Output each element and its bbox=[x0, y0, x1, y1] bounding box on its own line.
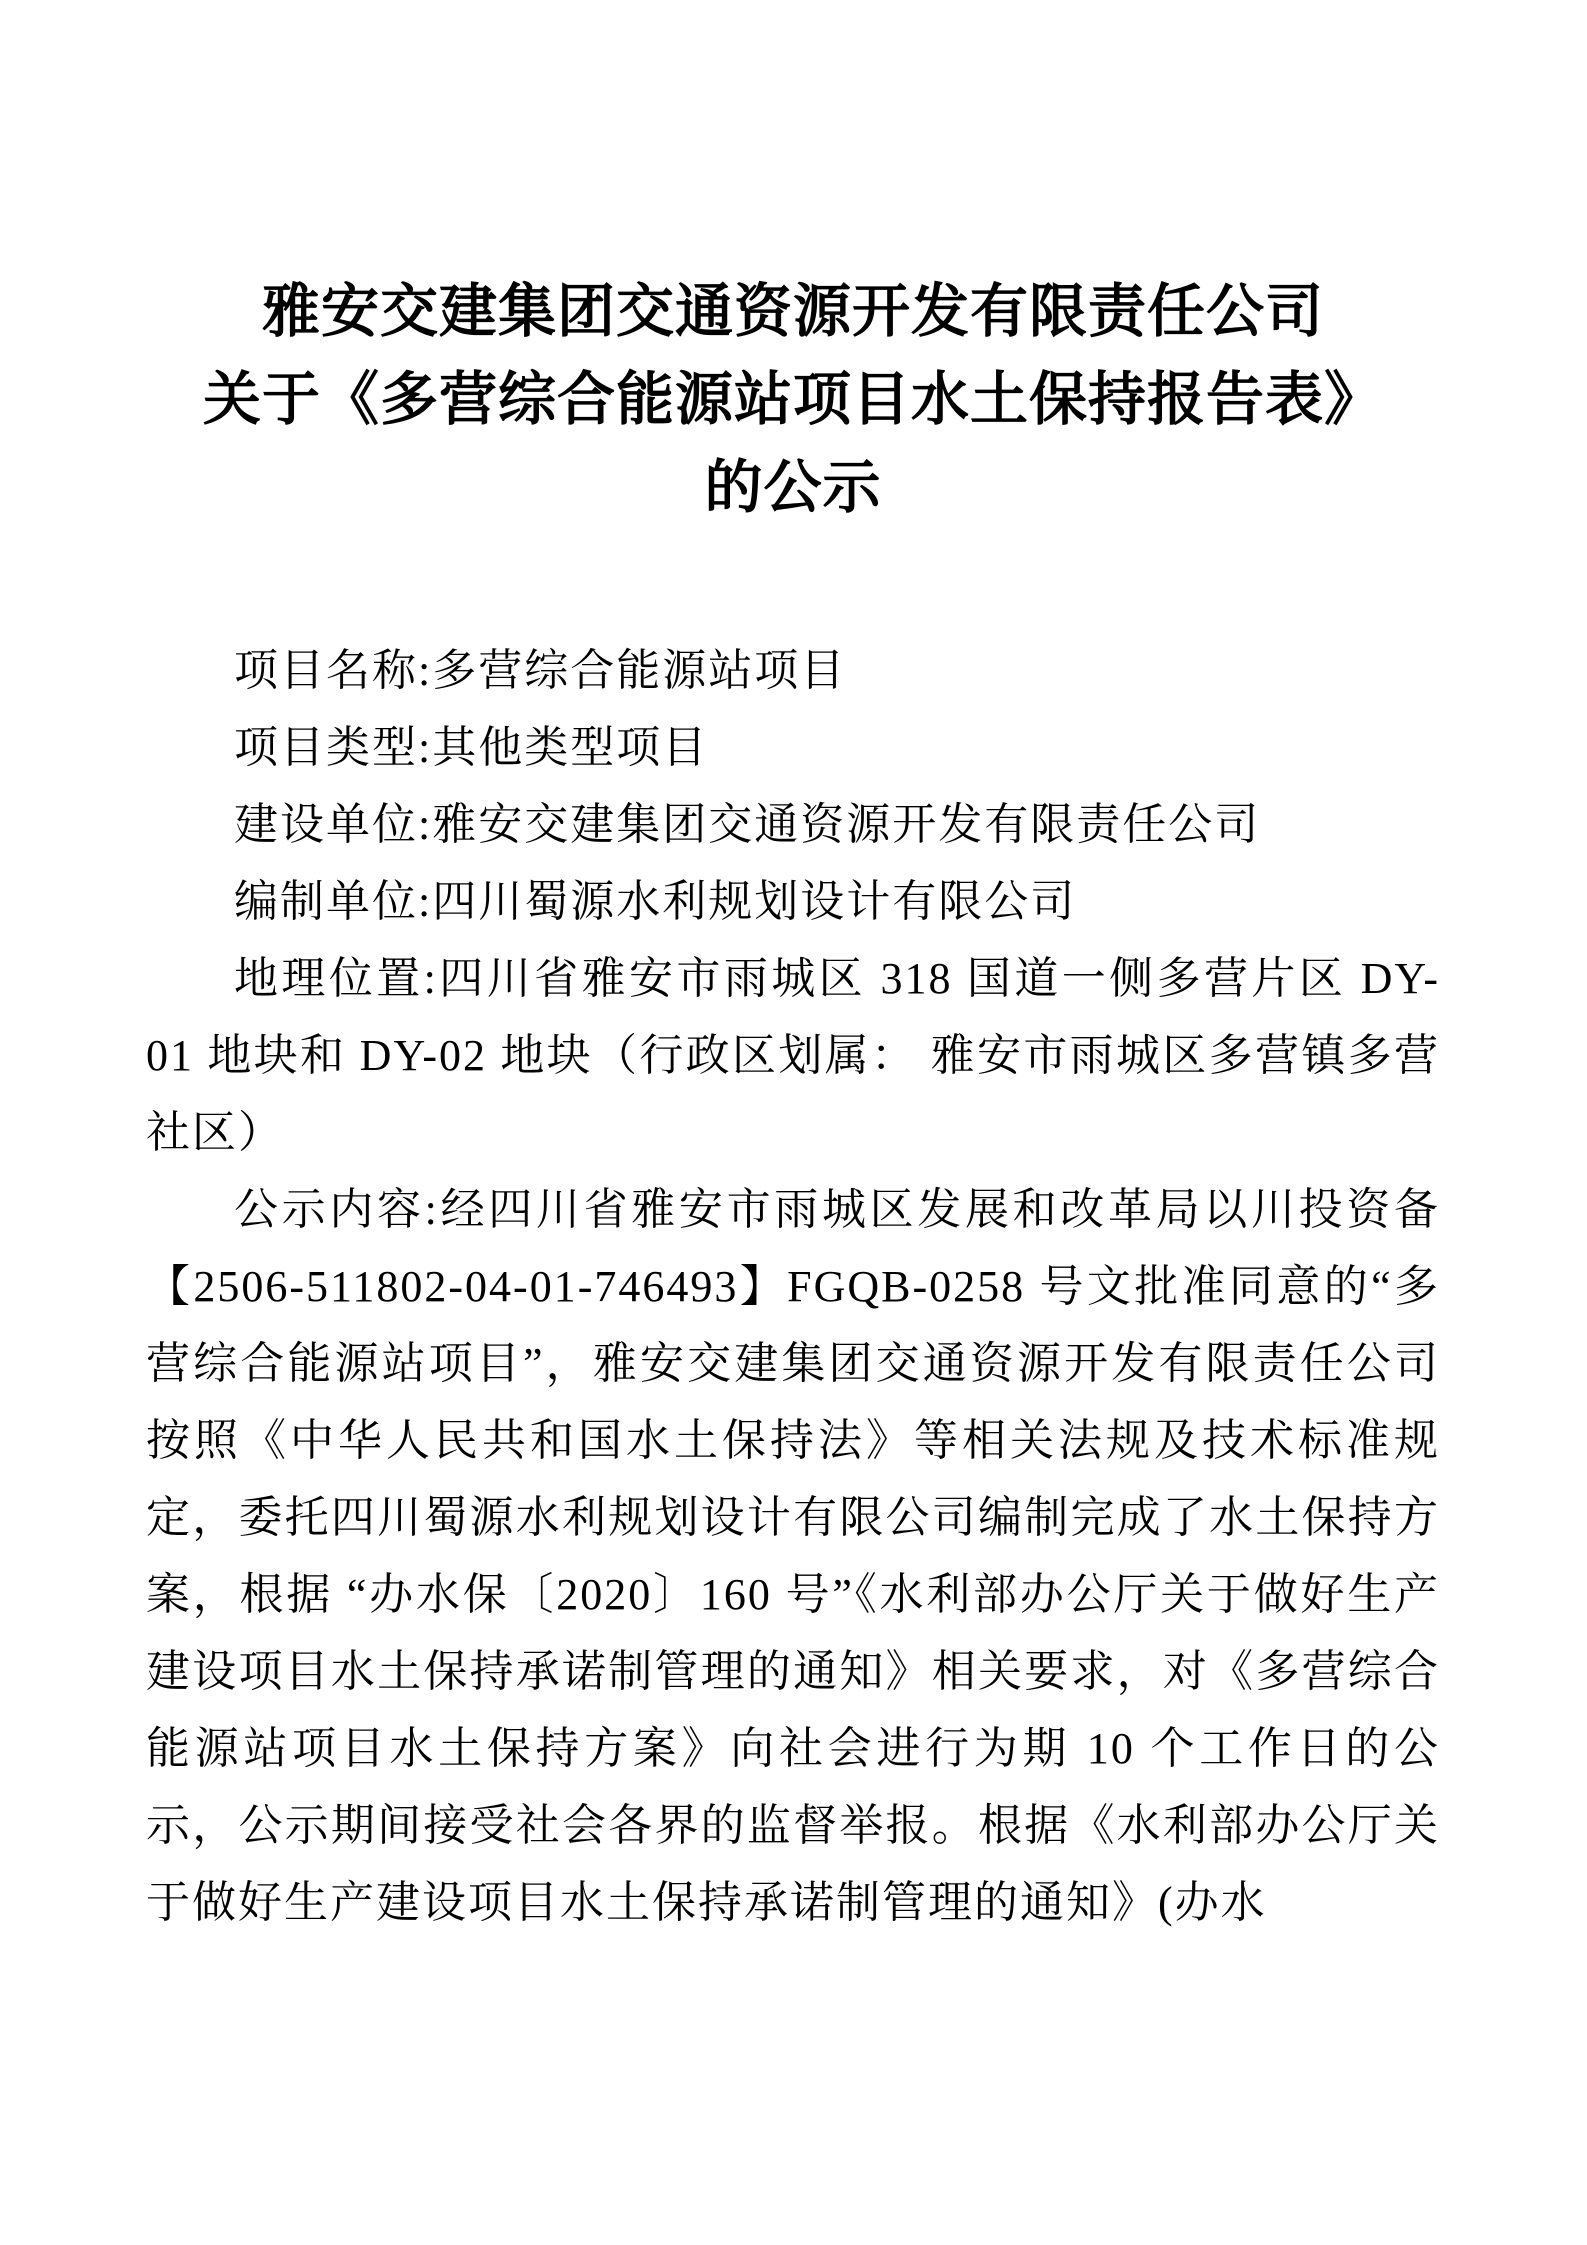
paragraph-announcement-content: 公示内容:经四川省雅安市雨城区发展和改革局以川投资备【2506-511802-04-01-746493】FGQB-0258 号文批准同意的“多营综合能源站项目”，雅安交建集团交通资源开发有限责任公司按照《中华人民共和国水土保持法》等相关法规及技术标准规定，委托四川蜀源水利规划设计有限公司编制完成了水土保持方案，根据 “办水保〔2020〕160 号”《水利部办公厅关于做好生产建设项目水土保持承诺制管理的通知》相关要求，对《多营综合能源站项目水土保持方案》向社会进行为期 10 个工作日的公示，公示期间接受社会各界的监督举报。根据《水利部办公厅关于做好生产建设项目水土保持承诺制管理的通知》(办水 bbox=[146, 1185, 1440, 1927]
document-title bbox=[146, 268, 1440, 532]
document-body bbox=[146, 632, 1440, 1941]
paragraph-project-name: 项目名称:多营综合能源站项目 bbox=[234, 646, 847, 695]
paragraph-construction-unit: 建设单位:雅安交建集团交通资源开发有限责任公司 bbox=[234, 800, 1261, 849]
title-line-3: 的公示 bbox=[704, 455, 882, 520]
paragraph-project-type: 项目类型:其他类型项目 bbox=[234, 723, 709, 772]
title-line-1: 雅安交建集团交通资源开发有限责任公司 bbox=[261, 279, 1324, 344]
paragraph-geographic-location: 地理位置:四川省雅安市雨城区 318 国道一侧多营片区 DY-01 地块和 DY-02 地块（行政区划属： 雅安市雨城区多营镇多营社区） bbox=[146, 954, 1440, 1157]
paragraph-compiling-unit: 编制单位:四川蜀源水利规划设计有限公司 bbox=[234, 877, 1077, 926]
title-line-2: 关于《多营综合能源站项目水土保持报告表》 bbox=[202, 367, 1383, 432]
